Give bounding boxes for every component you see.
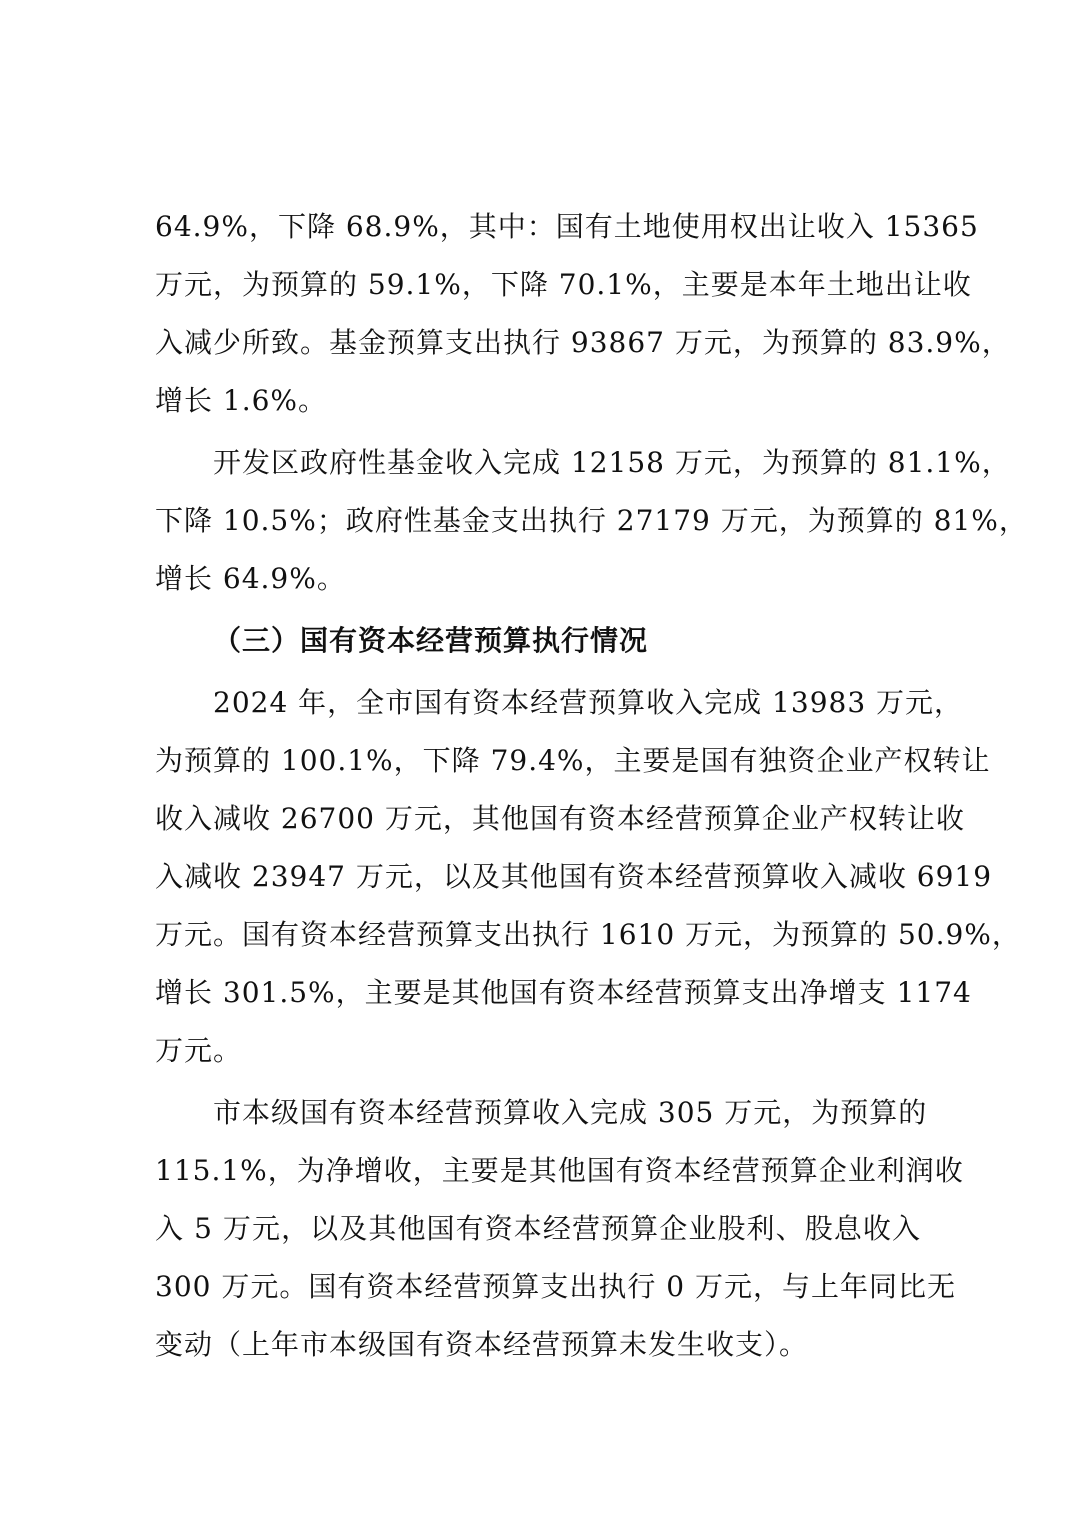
text-line: 115.1%，为净增收，主要是其他国有资本经营预算企业利润收: [155, 1154, 964, 1187]
text-line: 增长 1.6%。: [155, 384, 328, 417]
text-line: 万元，为预算的 59.1%，下降 70.1%，主要是本年土地出让收: [155, 268, 972, 301]
section-heading-wrapper: [155, 612, 921, 670]
text-line: 增长 301.5%，主要是其他国有资本经营预算支出净增支 1174: [155, 976, 972, 1009]
text-line: 64.9%，下降 68.9%，其中：国有土地使用权出让收入 15365: [155, 210, 979, 243]
text-line: 万元。国有资本经营预算支出执行 1610 万元，为预算的 50.9%，: [155, 918, 1021, 951]
text-line: 下降 10.5%；政府性基金支出执行 27179 万元，为预算的 81%，: [155, 504, 1028, 537]
text-line: 收入减收 26700 万元，其他国有资本经营预算企业产权转让收: [155, 802, 965, 835]
text-line: 入 5 万元，以及其他国有资本经营预算企业股利、股息收入: [155, 1212, 921, 1245]
paragraph-state-capital-citywide: [155, 674, 1021, 1080]
text-line: 变动（上年市本级国有资本经营预算未发生收支）。: [155, 1328, 809, 1361]
text-line: 万元。: [155, 1034, 243, 1067]
paragraph-government-fund-continued: [155, 198, 1011, 430]
text-line: 市本级国有资本经营预算收入完成 305 万元，为预算的: [213, 1096, 928, 1129]
text-line: 入减少所致。基金预算支出执行 93867 万元，为预算的 83.9%，: [155, 326, 1011, 359]
text-line: 300 万元。国有资本经营预算支出执行 0 万元，与上年同比无: [155, 1270, 956, 1303]
text-line: 增长 64.9%。: [155, 562, 346, 595]
text-line: 开发区政府性基金收入完成 12158 万元，为预算的 81.1%，: [213, 446, 1011, 479]
text-line: 入减收 23947 万元，以及其他国有资本经营预算收入减收 6919: [155, 860, 993, 893]
document-body: [155, 198, 1028, 1378]
text-line: 2024 年，全市国有资本经营预算收入完成 13983 万元，: [213, 686, 964, 719]
section-heading: （三）国有资本经营预算执行情况: [213, 624, 649, 657]
text-line: 为预算的 100.1%，下降 79.4%，主要是国有独资企业产权转让: [155, 744, 991, 777]
paragraph-state-capital-city-level: [155, 1084, 964, 1374]
paragraph-development-zone: [155, 434, 1028, 608]
